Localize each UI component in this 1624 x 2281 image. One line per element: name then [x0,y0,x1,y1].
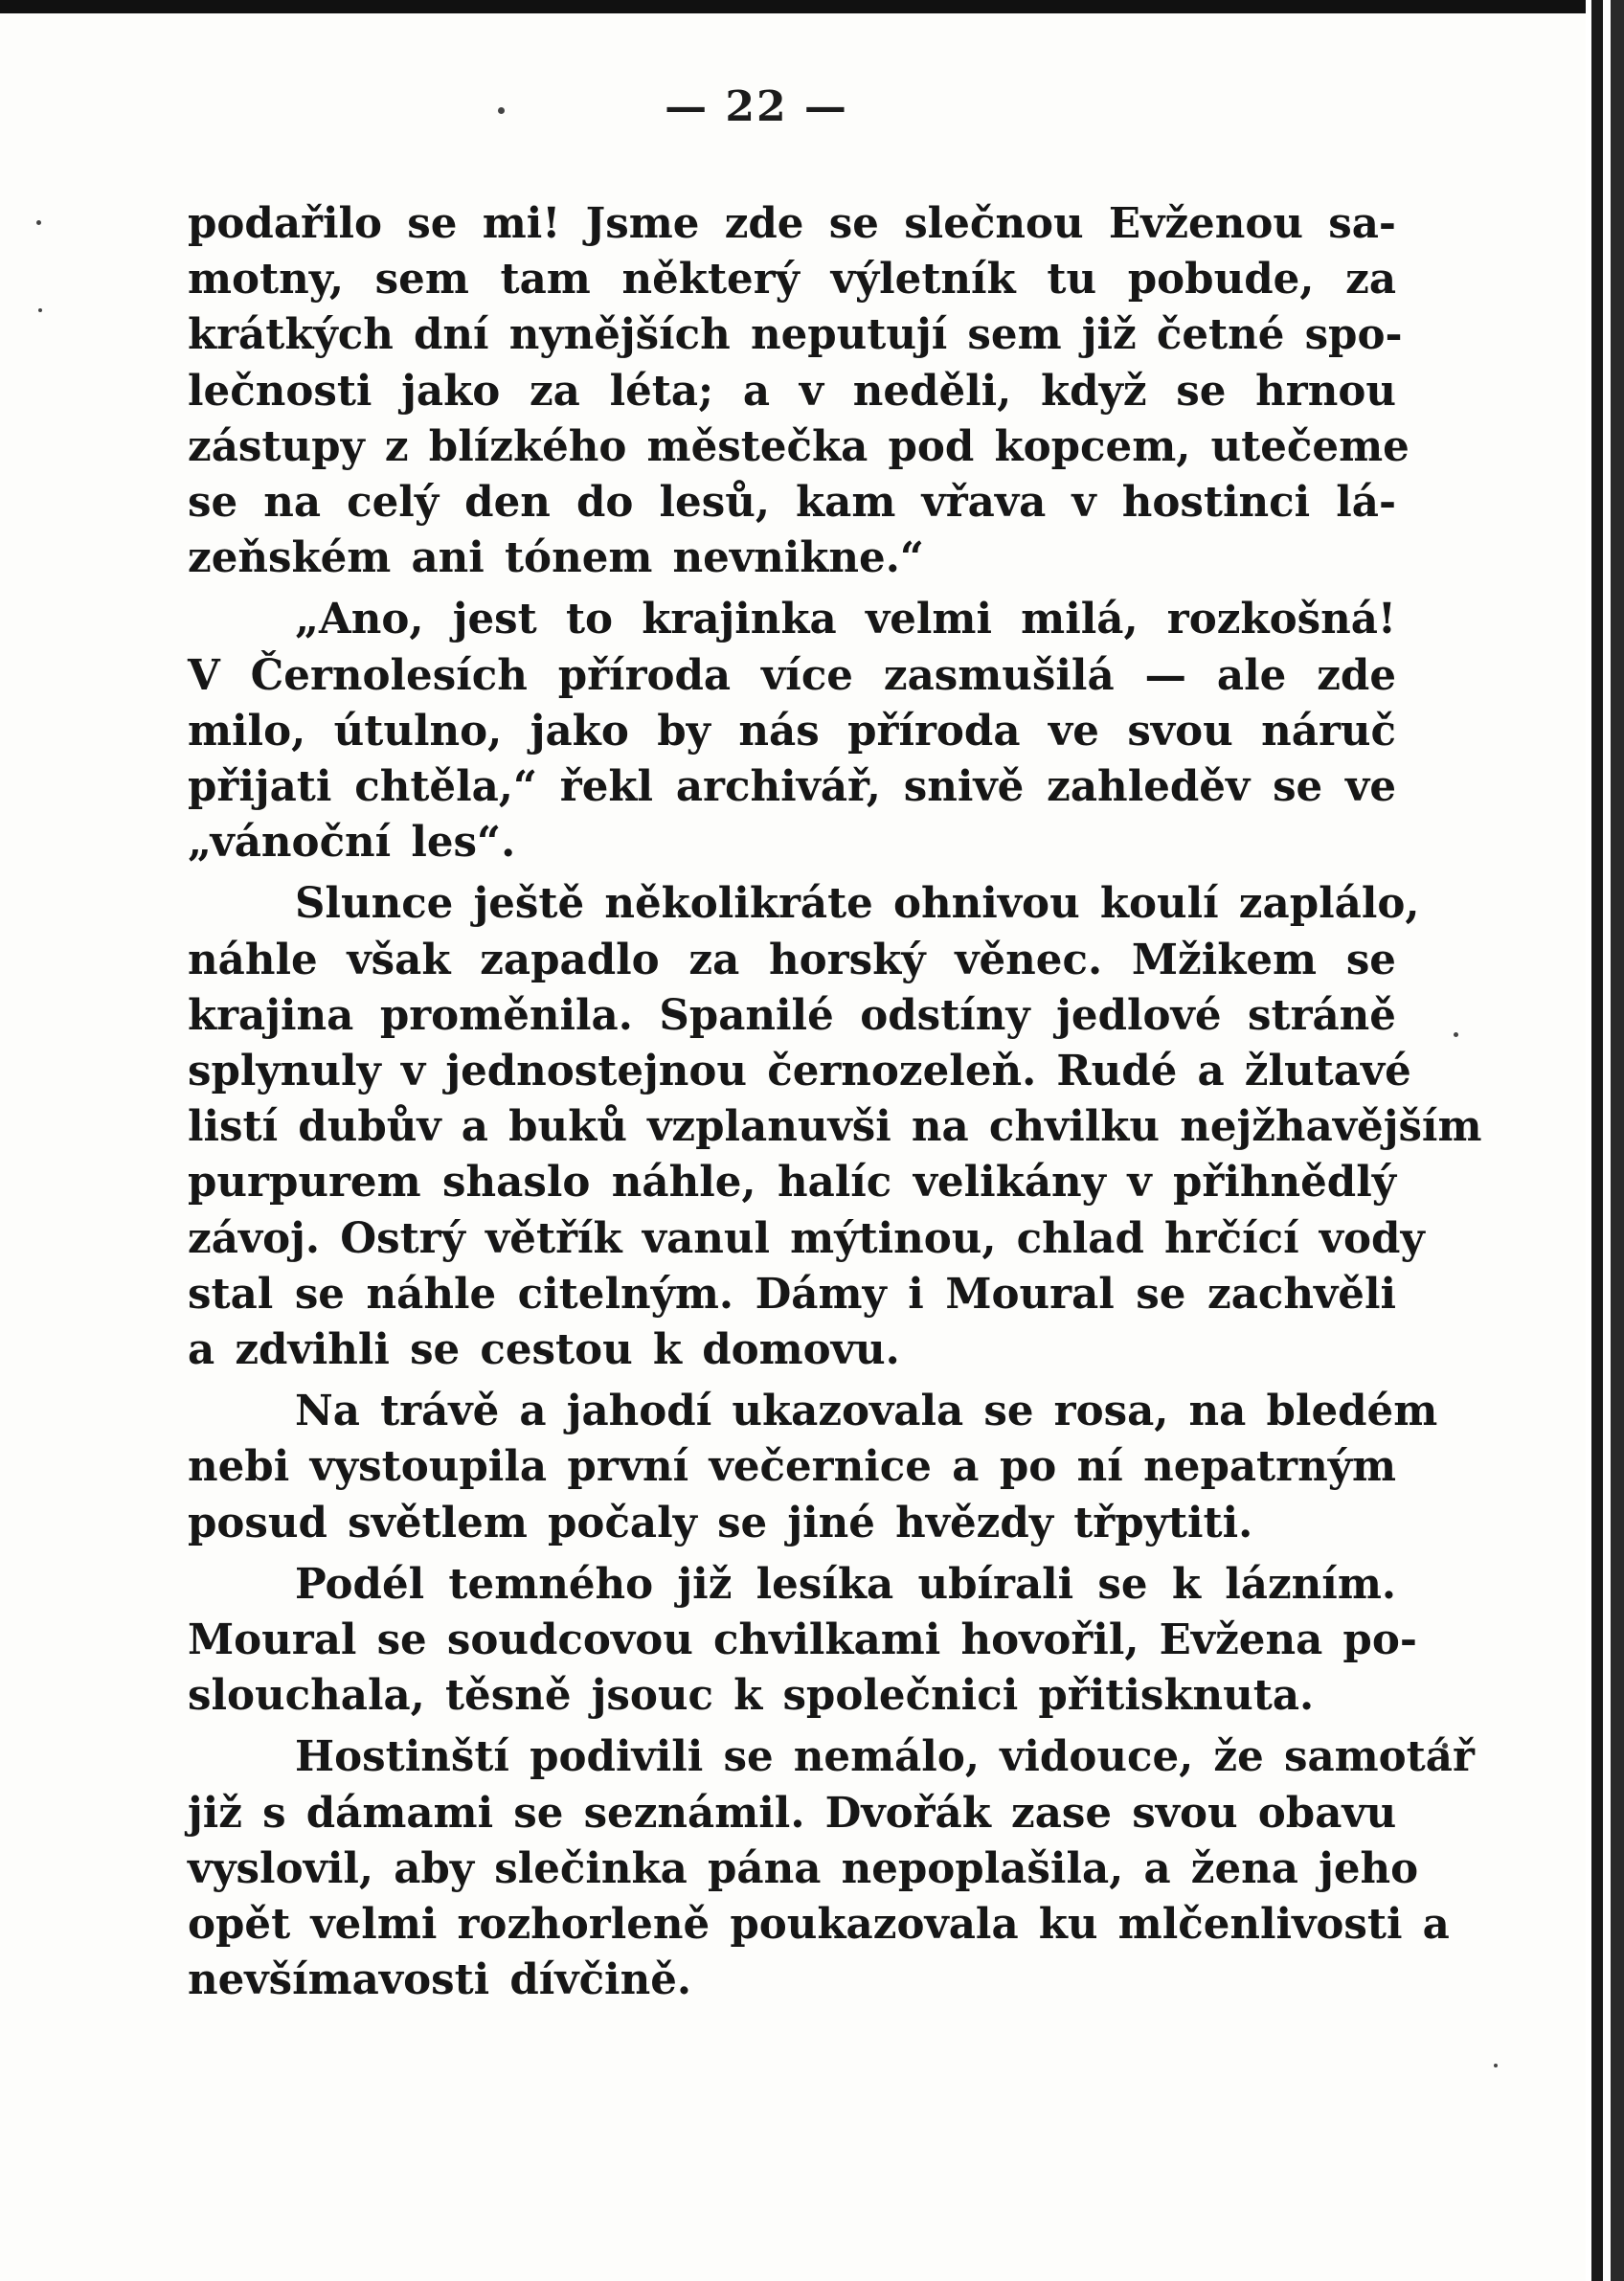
dust-speck [38,308,42,312]
text-line: nebi vystoupila první večernice a po ní nepatrným [188,1442,1396,1492]
text-line: Podél temného již lesíka ubírali se k lázním. [295,1559,1396,1609]
paragraph-4 [188,1384,1438,1551]
text-line: zástupy z blízkého městečka pod kopcem, utečeme [188,421,1410,471]
text-line: opět velmi rozhorleně poukazovala ku mlčenlivosti a [188,1900,1450,1950]
text-line: motny, sem tam některý výletník tu pobude, za [188,255,1396,305]
paragraph-6 [188,1729,1475,2008]
text-line: Hostinští podivili se nemálo, vidouce, že samotář [295,1732,1475,1782]
dust-speck [1454,1032,1458,1037]
dust-speck [36,220,41,225]
text-line: Na trávě a jahodí ukazovala se rosa, na bledém [295,1387,1438,1436]
text-line: „Ano, jest to krajinka velmi milá, rozkošná! [295,595,1396,644]
text-line: stal se náhle citelným. Dámy i Moural se zachvěli [188,1269,1396,1319]
text-line: Slunce ještě několikráte ohnivou koulí zaplálo, [295,879,1420,929]
text-line: slouchala, těsně jsouc k společnici přitisknuta. [188,1671,1315,1721]
text-line: V Černolesích příroda více zasmušilá — ale zde [188,650,1396,700]
text-line: se na celý den do lesů, kam vřava v hostinci lá- [188,478,1396,528]
text-line: Moural se soudcovou chvilkami hovořil, Evžena po- [188,1615,1417,1665]
text-line: „vánoční les“. [188,818,516,868]
paragraph-5 [188,1557,1417,1725]
text-line: krátkých dní nynějších neputují sem již četné spo- [188,310,1403,360]
paragraph-3 [188,876,1482,1378]
text-line: krajina proměnila. Spanilé odstíny jedlové stráně [188,990,1396,1040]
body-text [188,196,1482,2015]
text-line: a zdvihli se cestou k domovu. [188,1325,900,1375]
text-line: purpurem shaslo náhle, halíc velikány v přihnědlý [188,1158,1396,1208]
text-line: milo, útulno, jako by nás příroda ve svou náruč [188,706,1396,756]
paragraph-2 [188,592,1396,870]
text-line: nevšímavosti dívčině. [188,1955,692,2005]
page-top-edge [0,0,1624,13]
text-line: již s dámami se seznámil. Dvořák zase svou obavu [188,1788,1397,1838]
text-line: vyslovil, aby slečinka pána nepoplašila, a žena jeho [188,1843,1419,1893]
text-line: podařilo se mi! Jsme zde se slečnou Evženou sa- [188,199,1396,248]
dust-speck [1494,2064,1498,2067]
paragraph-1 [188,196,1410,586]
text-line: listí dubův a buků vzplanuvši na chvilku nejžhavějším [188,1102,1482,1152]
page-number: — 22 — [665,82,848,131]
text-line: posud světlem počaly se jiné hvězdy třpytiti. [188,1498,1253,1547]
text-line: splynuly v jednostejnou černozeleň. Rudé a žlutavé [188,1047,1411,1096]
text-line: lečnosti jako za léta; a v neděli, když se hrnou [188,366,1396,416]
text-line: přijati chtěla,“ řekl archivář, snivě zahleděv se ve [188,762,1396,812]
text-line: zeňském ani tónem nevnikne.“ [188,533,924,583]
text-line: závoj. Ostrý větřík vanul mýtinou, chlad hrčící vody [188,1213,1425,1263]
page-right-edge [1586,0,1624,2281]
text-line: náhle však zapadlo za horský věnec. Mžikem se [188,935,1396,984]
